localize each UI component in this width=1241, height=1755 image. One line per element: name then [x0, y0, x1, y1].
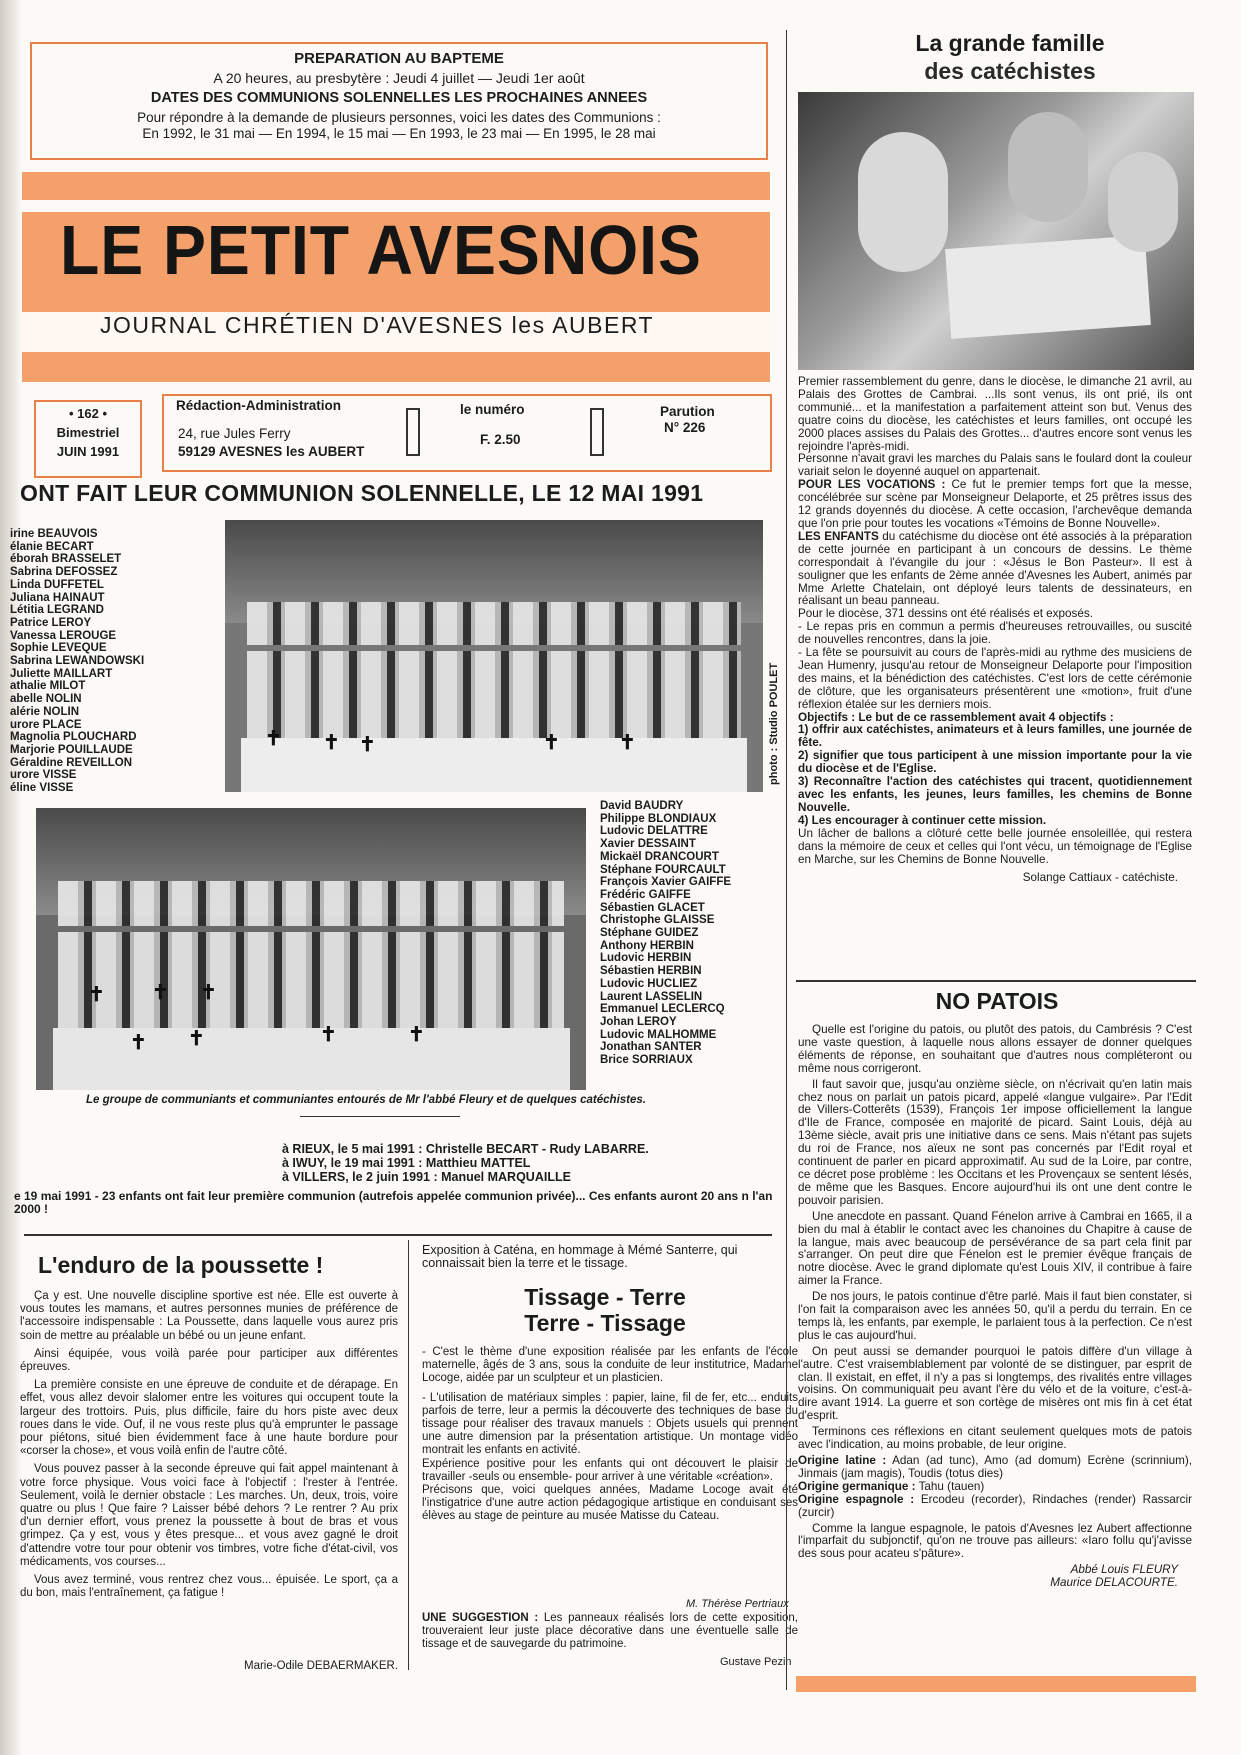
announcement-subtitle: DATES DES COMMUNIONS SOLENNELLES LES PROCHAINES ANNEES	[150, 90, 648, 106]
photo-detail	[1008, 112, 1088, 222]
other-communion: à VILLERS, le 2 juin 1991 : Manuel MARQUAILLE	[282, 1170, 571, 1184]
list-item: Marjorie POUILLAUDE	[10, 743, 133, 756]
boys-communion-photo	[36, 808, 586, 1090]
photo-row	[241, 738, 747, 792]
paragraph: - Le repas pris en commun a permis d'heureuses retrouvailles, ou suscité de nouvelles rencontres, dans la joie.	[798, 620, 1192, 647]
patois-title: NO PATOIS	[935, 988, 1059, 1014]
cross-icon: ✝	[88, 984, 105, 1006]
paragraph: De nos jours, le patois continue d'être parlé. Mais il faut bien constater, si l'on fait la comparaison avec les années 50, qu'il a perdu du terrain. En ce temps là, les enfants, par exemple, le parlaient tous à la perfection. Ce n'est plus le cas aujourd'hui.	[798, 1290, 1192, 1342]
catechistes-photo	[798, 92, 1194, 370]
masthead-band-lower	[22, 352, 770, 382]
photo-credit: photo : Studio POULET	[768, 662, 780, 785]
cross-icon: ✝	[408, 1024, 425, 1046]
paragraph-text: du catéchisme du diocèse ont été associés à la préparation de cette journée en participant à un concours de dessins. Le thème correspondait à l'évangile du jour : «Jésus le Bon Pasteur». Il est à souligner que les enfants de 2ème année d'Avesnes les Aubert, animés par Mme Arlette Chatelain, ont déployé leurs talents de dessinateurs, en réalisant un beau panneau.	[798, 529, 1192, 608]
cross-icon: ✝	[188, 1028, 205, 1050]
origin-item	[798, 1494, 1192, 1520]
parution-number: N° 226	[664, 420, 706, 435]
paragraph: Pour le diocèse, 371 dessins ont été réalisés et exposés.	[798, 607, 1093, 621]
paragraph	[798, 531, 1192, 608]
list-item: Stéphane GUIDEZ	[600, 927, 699, 940]
objective-item: 3) Reconnaître l'action des catéchistes qui tracent, quotidiennement avec les enfants, les jeunes, leurs familles, les chemins de Bonne Nouvelle.	[798, 775, 1192, 814]
paragraph: Personne n'avait gravi les marches du Palais sans le foulard dont la couleur variait selon le doyenné auquel on appartenait.	[798, 452, 1192, 479]
parution-label: Parution	[660, 404, 715, 419]
tissage-text	[422, 1346, 798, 1524]
list-item: David BAUDRY	[600, 800, 684, 812]
list-item: Emmanuel LECLERCQ	[600, 1003, 725, 1016]
announcement-box	[30, 42, 768, 160]
list-item: Vanessa LEROUGE	[10, 629, 117, 642]
list-item: Ludovic HERBIN	[600, 952, 692, 965]
price-label: le numéro	[460, 402, 525, 417]
list-item: athalie MILOT	[10, 680, 86, 693]
origin-label: Origine espagnole :	[798, 1492, 915, 1506]
redaction-title: Rédaction-Administration	[176, 398, 342, 413]
list-item: François Xavier GAIFFE	[600, 876, 732, 889]
patois-signature: Abbé Louis FLEURY	[1070, 1563, 1178, 1577]
list-item: Frédéric GAIFFE	[600, 888, 691, 901]
list-item: Sébastien HERBIN	[600, 965, 702, 978]
paragraph: Une anecdote en passant. Quand Fénelon arrive à Cambrai en 1665, il a bien du mal à établir le contact avec les chanoines du Chapitre à cause de la langue, mais avec beaucoup de persévérance de sa part cela finit par s'arranger. On peut dire que Fénelon est le premier évêque français de notre diocèse. Avec le grand diplomate qu'est Louis XIV, il contribue à faire aimer la France.	[798, 1209, 1192, 1288]
cross-icon: ✝	[130, 1032, 147, 1054]
suggestion-label: UNE SUGGESTION :	[422, 1612, 539, 1624]
list-item: Sébastien GLACET	[600, 901, 705, 914]
paragraph: Précisons que, voici quelques années, Madame Locoge avait été l'instigatrice d'une autre action pédagogique artistique en conduisant ses élèves au stage de peinture au musée Matisse du Cateau.	[422, 1484, 798, 1523]
catechistes-title: des catéchistes	[924, 58, 1096, 84]
girls-name-list	[10, 528, 160, 795]
tissage-signature: Gustave Pezin	[720, 1656, 792, 1668]
list-item: urore PLACE	[10, 718, 82, 731]
photo-caption: Le groupe de communiants et communiantes entourés de Mr l'abbé Fleury et de quelques catéchistes.	[86, 1094, 646, 1106]
enduro-text	[20, 1290, 398, 1605]
paragraph: On peut aussi se demander pourquoi le patois diffère d'un village à l'autre. C'est vraisemblablement par volonté de se distinguer, par esprit de clan. Il existait, en effet, il n'y a pas si longtemps, des rivalités entre villages voisins. On communiquait peu avant l'ère du vélo et de la voiture, c'est-à-dire avant 1914. La guerre et son cortège de misères ont mis fin à cet état d'esprit.	[798, 1344, 1192, 1423]
cross-icon: ✝	[320, 1024, 337, 1046]
section-rule	[796, 980, 1196, 982]
origin-label: Origine germanique :	[798, 1479, 916, 1493]
paragraph: Quelle est l'origine du patois, ou plutôt des patois, du Cambrésis ? C'est une vaste question, à laquelle nous allons essayer de donner quelques éléments de réponse, en souhaitant que d'autres nous compléteront ou même nous corrigeront.	[798, 1023, 1192, 1075]
photo-detail	[1108, 152, 1178, 252]
issue-date: JUIN 1991	[56, 444, 120, 459]
photo-row	[247, 651, 742, 695]
tissage-title: Terre - Tissage	[524, 1310, 686, 1336]
list-item: Linda DUFFETEL	[10, 578, 104, 591]
list-item: Ludovic MALHOMME	[600, 1028, 717, 1041]
enduro-signature: Marie-Odile DEBAERMAKER.	[244, 1660, 399, 1672]
tissage-title: Tissage - Terre	[524, 1284, 686, 1310]
list-item: éborah BRASSELET	[10, 553, 122, 566]
photo-detail	[945, 235, 1151, 339]
column-rule	[786, 30, 787, 1690]
paragraph: Premier rassemblement du genre, dans le diocèse, le dimanche 21 avril, au Palais des Grottes de Cambrai. ...Ils sont venus, ils ont prié, ils ont communié... et la manifestation a parfaitement atteint son but. Venus des quatre coins du diocèse, les catéchistes et leurs familles, ont occupé les 2000 places assises du Palais des Grottes... d'autres encore sont venus les rejoindre l'après-midi.	[798, 375, 1192, 453]
cross-icon: ✝	[543, 732, 560, 754]
list-item: Laurent LASSELIN	[600, 990, 703, 1003]
photo-row	[247, 694, 742, 738]
paragraph: Il faut savoir que, jusqu'au onzième siècle, on n'écrivait qu'en latin mais chez nous on parlait un patois picard, appelé «langue vulgaire». Par l'Edit de Villers-Cotterêts (1539), François 1er impose officiellement la langue d'Ile de France, composée en majorité de picard. Saint Louis, déjà au 13ème siècle, avait pris une initiative dans ce sens. Mais n'étant pas sujets du roi de France, nos aïeux ne sont pas concernés par l'Edit royal et continuent de parler en picard approximatif. Au sud de la Loire, par contre, ce décret pose problème : les Occitans et les Provençaux se sentent lésés, de même que les Basques. Encore aujourd'hui ils ont une dent contre le pouvoir parisien.	[798, 1077, 1192, 1207]
paragraph: - La fête se poursuivit au cours de l'après-midi au rythme des musiciens de Jean Humenry, jusqu'au retour de Monseigneur Delaporte pour l'imposition des mains, et la bénédiction des catéchistes. C'est lors de cette cérémonie de clôture, que les organisateurs présentèrent une «motion», fruit d'une réflexion étalée sur les derniers mois.	[798, 646, 1192, 711]
redaction-city: 59129 AVESNES les AUBERT	[178, 444, 365, 459]
page-edge-shadow	[0, 0, 22, 1755]
price-value: F. 2.50	[480, 432, 521, 447]
list-item: abelle NOLIN	[10, 693, 82, 706]
paragraph-lead: POUR LES VOCATIONS :	[798, 478, 946, 492]
divider-bracket	[590, 408, 604, 456]
list-item: Brice SORRIAUX	[600, 1054, 693, 1067]
column-rule	[408, 1240, 409, 1670]
masthead-subtitle: JOURNAL CHRÉTIEN D'AVESNES les AUBERT	[100, 312, 655, 338]
list-item: Magnolia PLOUCHARD	[10, 731, 137, 744]
boys-name-list	[600, 800, 770, 1067]
patois-signature: Maurice DELACOURTE.	[1050, 1576, 1178, 1590]
announcement-line: Pour répondre à la demande de plusieurs personnes, voici les dates des Communions :	[137, 110, 661, 125]
paragraph: Un lâcher de ballons a clôturé cette belle journée ensoleillée, qui restera dans la mémoire de ceux et celles qui l'ont vécu, un témoignage de l'Eglise en Marche, sur les Chemins de Bonne Nouvelle.	[798, 826, 1192, 866]
list-item: Juliana HAINAUT	[10, 591, 105, 604]
origin-words: Adan (ad tunc), Amo (ad domum) Ecrène (scrinnium), Jinmais (jam magis), Toudis (totus dies)	[798, 1454, 1192, 1480]
list-item: Géraldine REVEILLON	[10, 756, 133, 769]
list-item: élanie BECART	[10, 540, 94, 553]
list-item: urore VISSE	[10, 769, 77, 782]
paragraph: Vous pouvez passer à la seconde épreuve qui fait appel maintenant à votre force physique. Vous voici face à l'objectif : l'rester à l'entrée. Seulement, voilà le dernier obstacle : Les marches. Un, deux, trois, voire quatre ou plus ! Que faire ? Laisser bébé dehors ? Le rentrer ? Au prix d'un dernier effort, vous prenez la poussette à bout de bras et vous grimpez. Ça y est, vous y êtes presque... et vous avez gagné le droit d'attendre votre tour pour obtenir vos timbres, votre fiche d'état-civil, vos médicaments, vos courses...	[20, 1463, 398, 1568]
origin-label: Origine latine :	[798, 1454, 887, 1467]
paragraph-text: Ce fut le premier temps fort que la messe, concélébrée sur scène par Monseigneur Delaporte, et 25 prêtres issus des 12 grands doyennés du diocèse. A cette occasion, l'archevêque demanda que l'on prie pour toutes les vocations «Témoins de Bonne Nouvelle».	[798, 478, 1192, 530]
masthead-title: LE PETIT AVESNOIS	[60, 211, 702, 289]
list-item: Ludovic HUCLIEZ	[600, 977, 698, 990]
caption-rule	[300, 1116, 460, 1117]
other-communion: à RIEUX, le 5 mai 1991 : Christelle BECART - Rudy LABARRE.	[282, 1142, 649, 1156]
patois-text	[798, 1024, 1192, 1590]
list-item: Stéphane FOURCAULT	[600, 863, 726, 876]
paragraph: Ça y est. Une nouvelle discipline sportive est née. Elle est ouverte à vous toutes les mamans, et autres personnes munies de préférence de l'accessoire indispensable : La Poussette, dans laquelle vous aurez pris soin de mettre au préalable un bébé ou un jeune enfant.	[20, 1290, 398, 1342]
tissage-suggestion	[422, 1612, 798, 1652]
list-item: Juliette MAILLART	[10, 667, 113, 680]
paragraph: - L'utilisation de matériaux simples : papier, laine, fil de fer, etc... enduits parfois de terre, leur a permis la découverte des techniques de base du tissage pour réaliser des travaux manuels : Objets usuels qui prennent une autre dimension par la présentation artistique. Un montage vidéo montrait les enfants en activité.	[422, 1391, 798, 1457]
list-item: Sabrina LEWANDOWSKI	[10, 655, 145, 668]
paragraph	[798, 479, 1192, 531]
suggestion-text: Les panneaux réalisés lors de cette exposition, trouveraient leur juste place décorative dans une éventuelle salle de tissage et de sauvegarde du patrimoine.	[422, 1612, 798, 1651]
paragraph: La première consiste en une épreuve de conduite et de dérapage. En effet, vous allez devoir slalomer entre les voitures qui occupent toute la largeur des trottoirs. Puis, plus difficile, faire du hors piste avec deux roues dans le vide. Ouf, il ne vous reste plus qu'à emprunter le passage pour piétons, situé bien évidemment face à une haute bordure pour «corser la chose», et vous voilà enfin de l'autre côté.	[20, 1379, 398, 1458]
paragraph: Ainsi équipée, vous voilà parée pour participer aux différentes épreuves.	[20, 1347, 398, 1374]
list-item: Johan LEROY	[600, 1015, 677, 1028]
list-item: Xavier DESSAINT	[600, 838, 696, 851]
list-item: Sabrina DEFOSSEZ	[10, 566, 118, 579]
list-item: alérie NOLIN	[10, 705, 80, 718]
communion-headline: ONT FAIT LEUR COMMUNION SOLENNELLE, LE 12 MAI 1991	[20, 480, 704, 506]
catechistes-signature: Solange Cattiaux - catéchiste.	[1022, 871, 1178, 885]
cross-icon: ✝	[152, 982, 169, 1004]
list-item: Mickaël DRANCOURT	[600, 850, 719, 863]
list-item: Philippe BLONDIAUX	[600, 812, 717, 825]
redaction-box	[162, 394, 772, 472]
photo-row	[247, 602, 742, 646]
list-item: Létitia LEGRAND	[10, 604, 104, 617]
paragraph: - C'est le thème d'une exposition réalisée par les enfants de l'école maternelle, âgés de 3 ans, sous la conduite de leur institutrice, Madame Locoge, aidée par un sculpteur et un plasticien.	[422, 1346, 798, 1385]
photo-row	[58, 881, 564, 926]
bottom-accent-bar	[796, 1676, 1196, 1692]
girls-communion-photo	[225, 520, 763, 792]
list-item: Jonathan SANTER	[600, 1041, 702, 1054]
announcement-title: PREPARATION AU BAPTEME	[294, 50, 504, 67]
photo-row	[58, 932, 564, 977]
list-item: éline VISSE	[10, 782, 74, 795]
objective-item: 1) offrir aux catéchistes, animateurs et à leurs familles, une journée de fête.	[798, 723, 1192, 750]
objective-item: 4) Les encourager à continuer cette mission.	[798, 813, 1047, 827]
origin-words: Ercodeu (recorder), Rindaches (render) Rassarcir (zurcir)	[798, 1492, 1193, 1519]
announcement-line: En 1992, le 31 mai — En 1994, le 15 mai — En 1993, le 23 mai — En 1995, le 28 mai	[142, 126, 656, 141]
paragraph: Expérience positive pour les enfants qui ont découvert le plaisir de travailler -seuls ou ensemble- pour arriver à une véritable «création».	[422, 1457, 798, 1483]
announcement-line: A 20 heures, au presbytère : Jeudi 4 juillet — Jeudi 1er août	[213, 70, 585, 86]
paragraph: Comme la langue espagnole, le patois d'Avesnes lez Aubert affectionne l'imparfait du subjonctif, qu'on ne trouve pas ailleurs: «Iaro follu qu'j'avisse des sous pour acateu s'pâture».	[798, 1521, 1192, 1561]
section-rule	[24, 1234, 772, 1236]
catechistes-text	[798, 376, 1192, 885]
issue-number: • 162 •	[68, 406, 108, 421]
issue-box	[34, 400, 142, 478]
catechistes-title: La grande famille	[915, 30, 1105, 56]
objective-item: 2) signifier que tous participent à une mission importante pour la vie du diocèse et de l'Eglise.	[798, 749, 1192, 776]
divider-bracket	[406, 408, 420, 456]
paragraph: Terminons ces réflexions en citant seulement quelques mots de patois avec l'indication, au moins probable, de leur origine.	[798, 1425, 1192, 1452]
origin-words: Tahu (tauen)	[918, 1479, 985, 1493]
cross-icon: ✝	[359, 734, 376, 756]
first-communion-note: e 19 mai 1991 - 23 enfants ont fait leur première communion (autrefois appelée communion privée)... Ces enfants auront 20 ans n l'an 2000 !	[14, 1189, 773, 1217]
cross-icon: ✝	[619, 732, 636, 754]
photo-detail	[858, 132, 948, 272]
cross-icon: ✝	[323, 732, 340, 754]
tissage-signature: M. Thérèse Pertriaux	[686, 1598, 789, 1610]
list-item: Sophie LEVEQUE	[10, 642, 107, 655]
enduro-title: L'enduro de la poussette !	[38, 1252, 324, 1278]
paragraph: Vous avez terminé, vous rentrez chez vous... épuisée. Le sport, ça a du bon, mais l'entraînement, ça fatigue !	[20, 1574, 398, 1600]
cross-icon: ✝	[200, 982, 217, 1004]
origin-item	[798, 1455, 1192, 1481]
list-item: Christophe GLAISSE	[600, 914, 715, 927]
other-communion: à IWUY, le 19 mai 1991 : Matthieu MATTEL	[282, 1156, 531, 1170]
list-item: Ludovic DELATTRE	[600, 825, 708, 838]
paragraph-lead: LES ENFANTS	[798, 529, 879, 543]
cross-icon: ✝	[265, 728, 282, 750]
list-item: Patrice LEROY	[10, 616, 92, 629]
list-item: Anthony HERBIN	[600, 939, 694, 952]
issue-frequency: Bimestriel	[56, 425, 120, 440]
tissage-intro: Exposition à Caténa, en hommage à Mémé Santerre, qui connaissait bien la terre et le tissage.	[422, 1243, 738, 1271]
paragraph: Objectifs : Le but de ce rassemblement avait 4 objectifs :	[798, 710, 1114, 724]
masthead-band-top	[22, 172, 770, 200]
redaction-address: 24, rue Jules Ferry	[178, 426, 291, 441]
list-item: irine BEAUVOIS	[10, 528, 98, 540]
